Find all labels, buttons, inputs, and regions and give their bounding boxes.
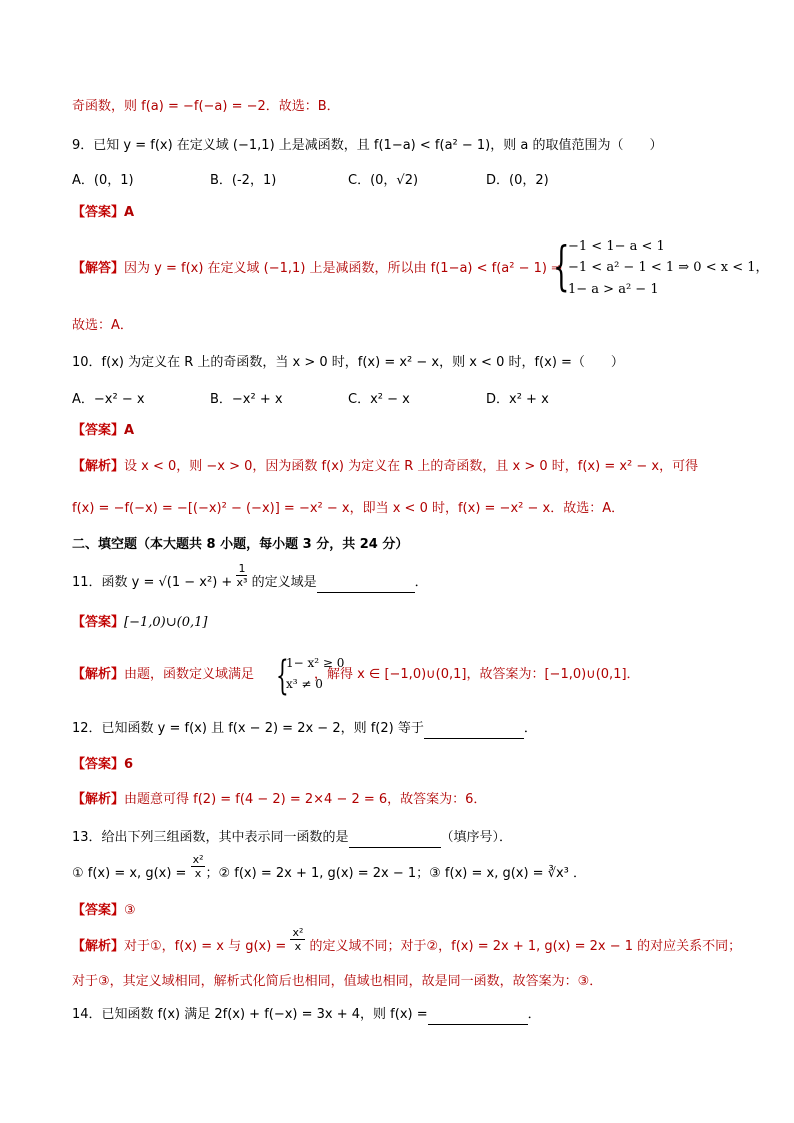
fraction-numerator: x² bbox=[292, 926, 304, 939]
section-2-heading: 二、填空题（本大题共 8 小题，每小题 3 分，共 24 分） bbox=[72, 537, 409, 552]
answer-tag: 【答案】 bbox=[72, 423, 125, 438]
answer-value: A bbox=[124, 423, 135, 438]
q9-system-row-3: 1− a > a² − 1 bbox=[568, 282, 659, 297]
question-14-stem bbox=[72, 1005, 541, 1025]
q13-items-a: ① f(x) = x, g(x) = bbox=[72, 866, 191, 881]
previous-solution-tail: 奇函数，则 f(a) = −f(−a) = −2．故选：B． bbox=[72, 99, 340, 114]
solution-text: 因为 y = f(x) 在定义域 (−1,1) 上是减函数，所以由 f(1−a) < f(a² − 1) ⇒ bbox=[124, 261, 563, 276]
fraction-denominator: x bbox=[294, 940, 302, 953]
fraction-numerator: 1 bbox=[238, 562, 246, 575]
q11-fraction bbox=[236, 562, 247, 589]
q14-end: ． bbox=[527, 1007, 541, 1022]
analysis-text-b: ，解得 x ∈ [−1,0)∪(0,1]，故答案为：[−1,0)∪(0,1]． bbox=[314, 667, 640, 682]
analysis-text-b: 的定义域不同；对于②，f(x) = 2x + 1, g(x) = 2x − 1 的对应关系不同； bbox=[305, 939, 742, 954]
q13-analysis-line-2: 对于③，其定义域相同，解析式化简后也相同，值域也相同，故是同一函数，故答案为：③． bbox=[72, 974, 603, 989]
answer-tag: 【答案】 bbox=[72, 615, 125, 630]
q9-system-row-2: −1 < a² − 1 < 1 ⇒ 0 < x < 1， bbox=[568, 260, 769, 275]
q10-option-c: C．x² − x bbox=[348, 392, 410, 407]
question-11-stem bbox=[72, 562, 428, 593]
analysis-text-a: 由题，函数定义域满足 bbox=[124, 667, 255, 682]
analysis-tag: 【解析】 bbox=[72, 459, 125, 474]
analysis-tag: 【解析】 bbox=[72, 667, 125, 682]
question-13-stem bbox=[72, 828, 512, 848]
q10-analysis-line-2: f(x) = −f(−x) = −[(−x)² − (−x)] = −x² − x，即当 x < 0 时，f(x) = −x² − x．故选：A． bbox=[72, 501, 625, 516]
q11-answer bbox=[72, 613, 207, 633]
q9-solution bbox=[72, 259, 562, 279]
q13-items-b: ；② f(x) = 2x + 1, g(x) = 2x − 1；③ f(x) = x, g(x) = ∛x³ ． bbox=[205, 866, 587, 881]
q11-analysis bbox=[72, 665, 640, 685]
q12-stem-text: 12．已知函数 y = f(x) 且 f(x − 2) = 2x − 2，则 f(2) 等于 bbox=[72, 721, 424, 736]
q11-prefix: 11．函数 y = √(1 − x²) + bbox=[72, 575, 237, 590]
question-12-stem bbox=[72, 719, 537, 739]
q11-end: ． bbox=[414, 575, 428, 590]
answer-value: 6 bbox=[124, 757, 134, 772]
analysis-tag: 【解析】 bbox=[72, 792, 125, 807]
answer-value: [−1,0)∪(0,1] bbox=[124, 615, 208, 630]
q11-suffix: 的定义域是 bbox=[247, 575, 317, 590]
q10-option-a: A．−x² − x bbox=[72, 392, 145, 407]
q9-option-c: C．(0，√2) bbox=[348, 173, 419, 188]
q13-stem-end: （填序号）． bbox=[440, 830, 513, 845]
answer-tag: 【答案】 bbox=[72, 205, 125, 220]
answer-value: A bbox=[124, 205, 135, 220]
q9-answer bbox=[72, 203, 134, 223]
q12-answer-blank[interactable] bbox=[424, 724, 524, 739]
q9-option-a: A．(0，1) bbox=[72, 173, 134, 188]
q9-system-row-1: −1 < 1− a < 1 bbox=[568, 239, 665, 254]
system-brace: { bbox=[553, 237, 570, 297]
fraction-denominator: x bbox=[194, 867, 202, 880]
q13-analysis-line-1 bbox=[72, 926, 742, 957]
q13-stem-text: 13．给出下列三组函数，其中表示同一函数的是 bbox=[72, 830, 349, 845]
q12-answer bbox=[72, 755, 133, 775]
q12-analysis bbox=[72, 790, 486, 810]
analysis-text-a: 对于①，f(x) = x 与 g(x) = bbox=[124, 939, 291, 954]
analysis-tag: 【解析】 bbox=[72, 939, 125, 954]
q12-end: ． bbox=[523, 721, 537, 736]
answer-tag: 【答案】 bbox=[72, 757, 125, 772]
q10-option-d: D．x² + x bbox=[486, 392, 549, 407]
q11-system-brace: { bbox=[276, 653, 289, 699]
question-10-stem: 10．f(x) 为定义在 R 上的奇函数，当 x > 0 时，f(x) = x² − x，则 x < 0 时，f(x) =（ ） bbox=[72, 355, 624, 370]
q11-answer-blank[interactable] bbox=[317, 578, 415, 593]
q9-option-d: D．(0，2) bbox=[486, 173, 549, 188]
q10-analysis-line-1 bbox=[72, 457, 698, 477]
q9-option-b: B．(-2，1) bbox=[210, 173, 277, 188]
q14-answer-blank[interactable] bbox=[428, 1010, 528, 1025]
question-9-stem: 9．已知 y = f(x) 在定义域 (−1,1) 上是减函数，且 f(1−a) < f(a² − 1)，则 a 的取值范围为（ ） bbox=[72, 138, 663, 153]
answer-tag: 【答案】 bbox=[72, 903, 125, 918]
q13-items bbox=[72, 853, 587, 884]
q13-fraction bbox=[191, 853, 206, 880]
q13-answer bbox=[72, 901, 136, 921]
q14-stem-text: 14．已知函数 f(x) 满足 2f(x) + f(−x) = 3x + 4，则 f(x) = bbox=[72, 1007, 428, 1022]
q10-option-b: B．−x² + x bbox=[210, 392, 283, 407]
analysis-text: 由题意可得 f(2) = f(4 − 2) = 2×4 − 2 = 6，故答案为：6． bbox=[124, 792, 487, 807]
analysis-text: 设 x < 0，则 −x > 0，因为函数 f(x) 为定义在 R 上的奇函数，且 x > 0 时，f(x) = x² − x，可得 bbox=[124, 459, 699, 474]
q11-system-row-1: 1− x² ≥ 0 bbox=[286, 656, 345, 670]
fraction-numerator: x² bbox=[192, 853, 204, 866]
fraction-denominator: x³ bbox=[236, 576, 248, 589]
solution-tag: 【解答】 bbox=[72, 261, 125, 276]
q13-answer-blank[interactable] bbox=[349, 833, 441, 848]
q10-answer bbox=[72, 421, 134, 441]
q11-system-row-2: x³ ≠ 0 bbox=[286, 677, 323, 691]
answer-value: ③ bbox=[124, 903, 136, 918]
q9-conclusion: 故选：A． bbox=[72, 318, 133, 333]
q13-analysis-fraction bbox=[290, 926, 305, 953]
